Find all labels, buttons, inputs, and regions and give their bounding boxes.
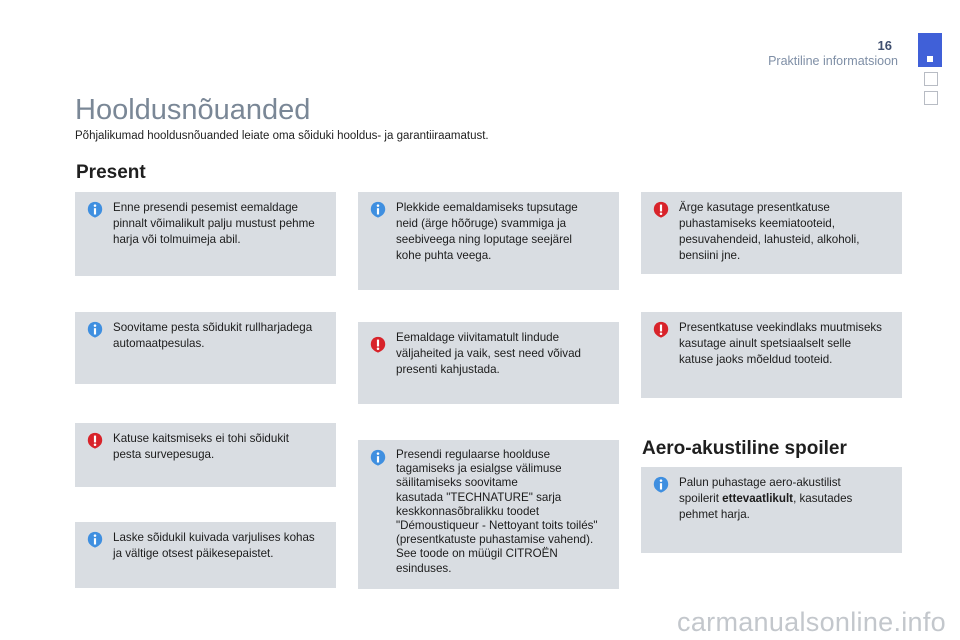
note-text: Laske sõidukil kuivada varjulises kohas ja vältige otsest päikesepaistet. xyxy=(113,531,315,560)
note-text: Katuse kaitsmiseks ei tohi sõidukit pesta survepesuga. xyxy=(113,432,289,461)
info-icon xyxy=(652,476,670,494)
info-icon xyxy=(86,531,104,549)
note-text: Ärge kasutage presentkatuse puhastamiseks keemiatooteid, pesuvahendeid, lahusteid, alkoholi, bensiini jne. xyxy=(679,201,860,262)
section-header: Praktiline informatsioon xyxy=(768,54,898,68)
chapter-box-2[interactable] xyxy=(924,91,938,105)
info-icon xyxy=(86,201,104,219)
note-text xyxy=(679,475,890,523)
warning-icon xyxy=(652,201,670,219)
watermark: carmanualsonline.info xyxy=(677,607,946,637)
chapter-box-1[interactable] xyxy=(924,72,938,86)
note-text-emphasis: ettevaatlikult xyxy=(722,492,794,505)
warning-icon xyxy=(86,432,104,450)
note-text: Enne presendi pesemist eemaldage pinnalt võimalikult palju mustust pehme harja või tolmuimeja abil. xyxy=(113,201,315,246)
note-info xyxy=(75,192,336,276)
note-warning xyxy=(641,192,902,274)
warning-icon xyxy=(652,321,670,339)
note-text: Eemaldage viivitamatult lindude väljaheited ja vaik, sest need võivad presenti kahjustada. xyxy=(396,331,581,376)
note-info xyxy=(75,312,336,384)
page-title: Hooldusnõuanded xyxy=(75,94,311,126)
note-text: Presendi regulaarse hoolduse tagamiseks ja esialgse välimuse säilitamiseks soovitame kasutada "TECHNATURE" sarja keskkonnasõbralikku toodet "Démoustiqueur - Nettoyant toits toilés" (presentkatuste puhastamise vahend). See toode on müügil CITROËN esinduses. xyxy=(396,448,598,575)
note-warning xyxy=(641,312,902,398)
note-text-part: , kasutades pehmet harja. xyxy=(679,492,853,521)
note-info xyxy=(75,522,336,588)
note-info xyxy=(641,467,902,553)
note-info xyxy=(358,192,619,290)
info-icon xyxy=(369,449,387,467)
info-icon xyxy=(369,201,387,219)
page-subtitle: Põhjalikumad hooldusnõuanded leiate oma sõiduki hooldus- ja garantiiraamatust. xyxy=(75,130,489,142)
note-text-part: Palun puhastage aero-akustilist spoilerit xyxy=(679,476,841,505)
page-number: 16 xyxy=(877,38,892,53)
chapter-tab-marker xyxy=(927,56,933,62)
chapter-tab[interactable] xyxy=(918,33,942,67)
note-warning xyxy=(75,423,336,487)
note-text: Soovitame pesta sõidukit rullharjadega automaatpesulas. xyxy=(113,321,313,350)
warning-icon xyxy=(369,336,387,354)
section-title-spoiler: Aero-akustiline spoiler xyxy=(642,438,847,459)
section-title-present: Present xyxy=(76,162,146,183)
note-warning xyxy=(358,322,619,404)
note-info xyxy=(358,440,619,589)
note-text: Plekkide eemaldamiseks tupsutage neid (ärge hõõruge) svammiga ja seebiveega ning loputage seejärel kohe puhta veega. xyxy=(396,201,578,262)
note-text: Presentkatuse veekindlaks muutmiseks kasutage ainult spetsiaalselt selle katuse jaoks mõeldud tooteid. xyxy=(679,321,882,366)
info-icon xyxy=(86,321,104,339)
